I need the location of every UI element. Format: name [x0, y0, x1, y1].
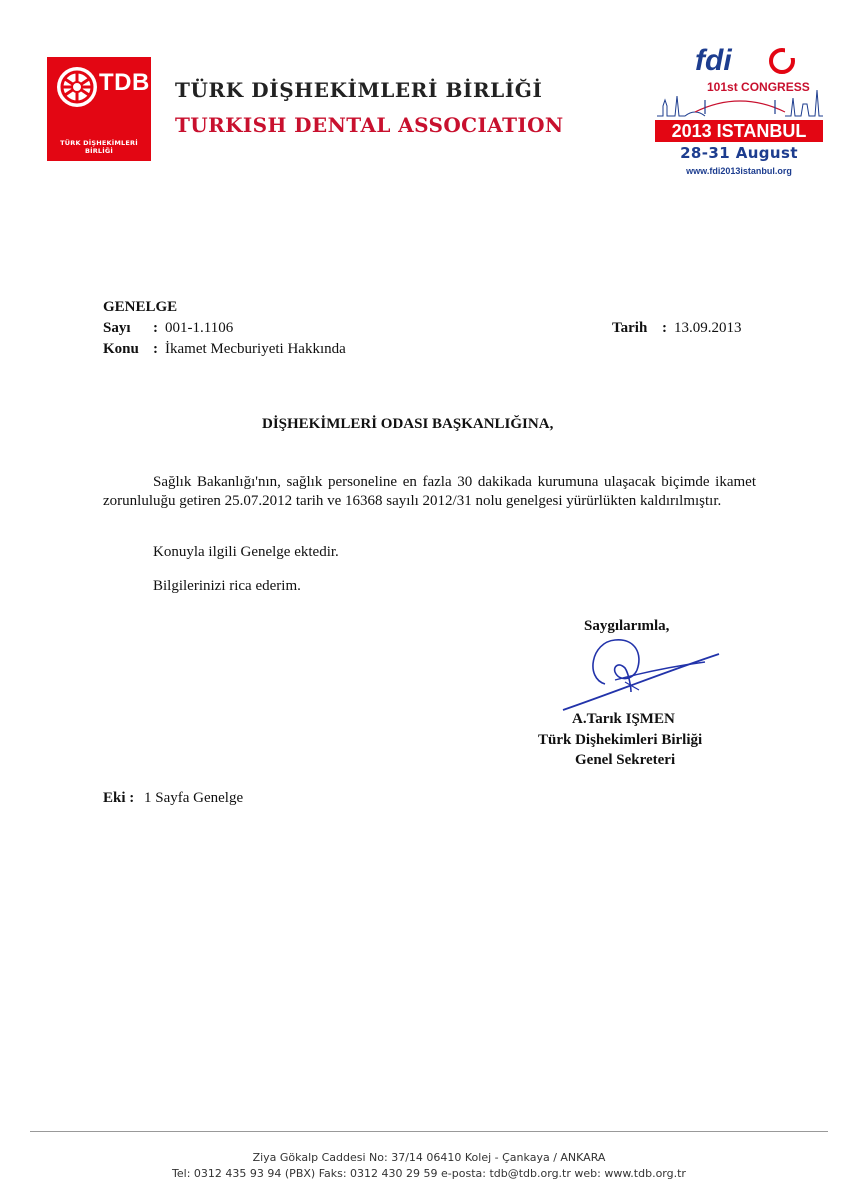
sayi-label: Sayı	[103, 320, 131, 336]
tarih-value: 13.09.2013	[674, 320, 742, 336]
sayi-value: 001-1.1106	[165, 320, 234, 336]
fdi-dates: 28-31 August	[680, 144, 798, 162]
fdi-congress-logo	[655, 42, 825, 182]
tdb-logo	[47, 57, 151, 161]
closing: Saygılarımla,	[584, 618, 670, 634]
fdi-smile-icon	[767, 46, 797, 76]
tarih-separator: :	[662, 320, 667, 336]
footer-contact: Tel: 0312 435 93 94 (PBX) Faks: 0312 430 29 59 e-posta: tdb@tdb.org.tr web: www.tdb.org.tr	[172, 1167, 686, 1180]
sayi-separator: :	[153, 320, 158, 336]
signer-name: A.Tarık IŞMEN	[572, 711, 675, 727]
fdi-city-year: 2013 ISTANBUL	[655, 120, 823, 142]
tdb-abbr: TDB	[99, 69, 150, 96]
attachment-label: Eki :	[103, 790, 135, 806]
footer-divider	[30, 1131, 828, 1132]
tdb-logo-caption: TÜRK DİŞHEKİMLERİ BİRLİĞİ	[60, 139, 138, 155]
tarih-label: Tarih	[612, 320, 648, 336]
fdi-website: www.fdi2013istanbul.org	[686, 166, 792, 176]
paragraph-attachment-note: Konuyla ilgili Genelge ektedir.	[153, 544, 339, 560]
fdi-logo-text: fdi	[695, 44, 732, 77]
konu-label: Konu	[103, 341, 139, 357]
attachment-value: 1 Sayfa Genelge	[144, 790, 244, 806]
org-name-en: TURKISH DENTAL ASSOCIATION	[175, 113, 564, 137]
org-name-tr: TÜRK DİŞHEKİMLERİ BİRLİĞİ	[175, 78, 543, 102]
signer-title: Genel Sekreteri	[575, 752, 676, 768]
signature-icon	[555, 632, 725, 712]
signer-organization: Türk Dişhekimleri Birliği	[538, 732, 703, 748]
paragraph-main: Sağlık Bakanlığı'nın, sağlık personeline en fazla 30 dakikada kurumuna ulaşacak biçimde ikamet zorunluluğu getiren 25.07.2012 tarih ve 16368 sayılı 2012/31 nolu genelgesi yürürlükten kaldırılmıştır.	[103, 474, 756, 509]
document-type: GENELGE	[103, 299, 178, 315]
paragraph-request: Bilgilerinizi rica ederim.	[153, 578, 301, 594]
fdi-congress: 101st CONGRESS	[707, 80, 810, 94]
konu-separator: :	[153, 341, 158, 357]
tdb-emblem-icon	[55, 65, 99, 109]
footer-address: Ziya Gökalp Caddesi No: 37/14 06410 Kolej - Çankaya / ANKARA	[252, 1151, 606, 1164]
recipient: DİŞHEKİMLERİ ODASI BAŞKANLIĞINA,	[262, 416, 554, 432]
konu-value: İkamet Mecburiyeti Hakkında	[165, 341, 346, 357]
